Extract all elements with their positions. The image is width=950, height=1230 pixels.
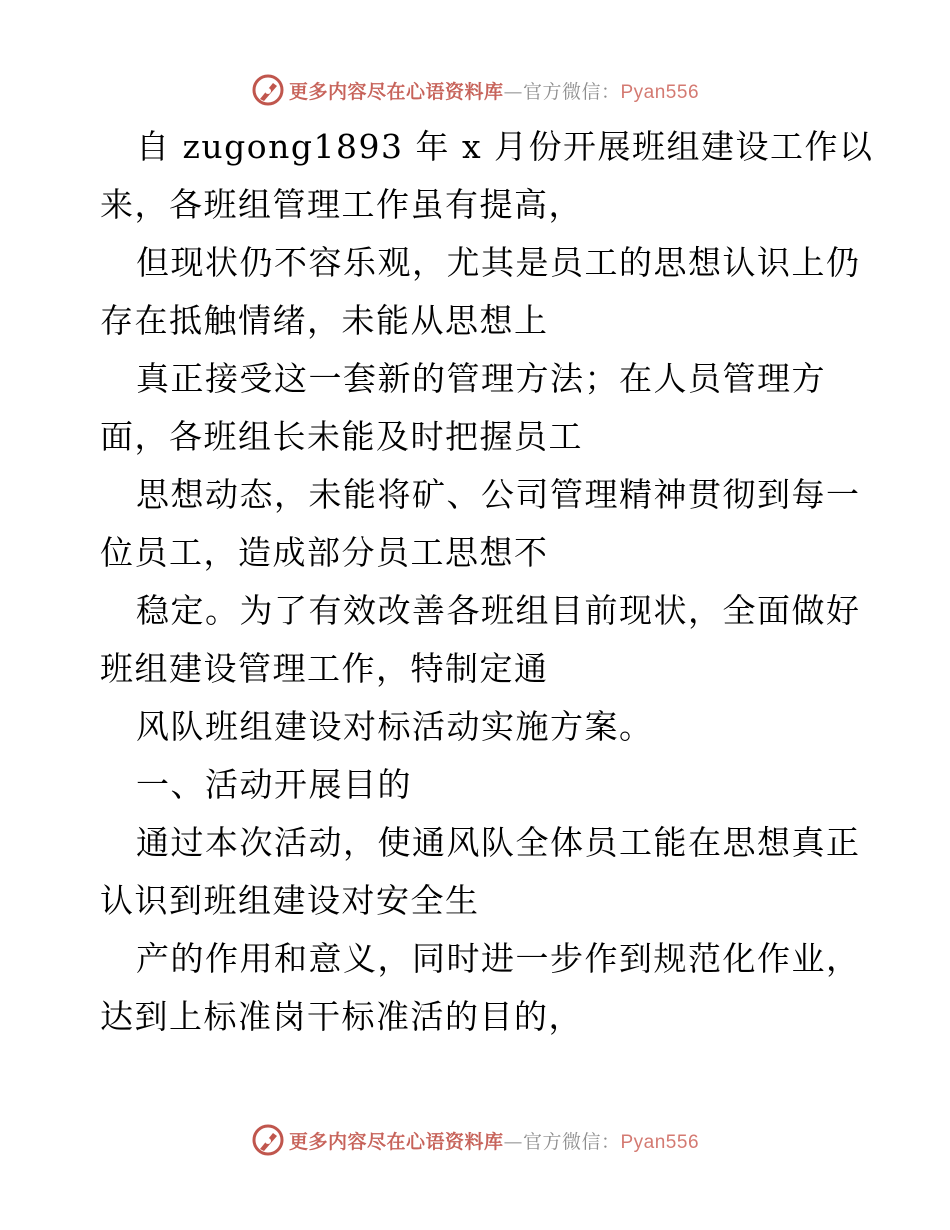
watermark-separator: — <box>503 80 523 103</box>
text-line: 位员工，造成部分员工思想不 <box>100 533 549 572</box>
watermark-text <box>289 77 699 104</box>
watermark-label: 官方微信： <box>522 80 621 103</box>
text-line: 存在抵触情绪，未能从思想上 <box>100 301 549 340</box>
text-line: 一、活动开展目的 <box>136 765 412 804</box>
watermark-account: Pyan556 <box>620 1131 700 1153</box>
text-line: 认识到班组建设对安全生 <box>100 881 480 920</box>
watermark-text <box>289 1127 699 1154</box>
text-line: 达到上标准岗干标准活的目的， <box>100 997 583 1036</box>
pen-logo-icon <box>251 73 285 107</box>
watermark-brand: 更多内容尽在心语资料库 <box>288 1130 504 1153</box>
text-line: 通过本次活动，使通风队全体员工能在思想真正 <box>136 823 861 862</box>
text-line: 但现状仍不容乐观，尤其是员工的思想认识上仍 <box>136 243 861 282</box>
text-line: 自 zugong1893 年 x 月份开展班组建设工作以 <box>136 127 874 166</box>
watermark-label: 官方微信： <box>522 1130 621 1153</box>
text-line: 来，各班组管理工作虽有提高， <box>100 185 583 224</box>
text-line: 面，各班组长未能及时把握员工 <box>100 417 583 456</box>
text-line: 真正接受这一套新的管理方法；在人员管理方 <box>136 359 826 398</box>
text-line: 思想动态，未能将矿、公司管理精神贯彻到每一 <box>136 475 861 514</box>
watermark-separator: — <box>503 1130 523 1153</box>
watermark-account: Pyan556 <box>620 81 700 103</box>
footer-watermark <box>0 1120 950 1160</box>
text-line: 班组建设管理工作，特制定通 <box>100 649 549 688</box>
watermark-brand: 更多内容尽在心语资料库 <box>288 80 504 103</box>
pen-logo-icon <box>251 1123 285 1157</box>
text-line: 稳定。为了有效改善各班组目前现状，全面做好 <box>136 591 861 630</box>
text-line: 产的作用和意义，同时进一步作到规范化作业， <box>136 939 861 978</box>
document-body <box>100 118 874 1046</box>
text-line: 风队班组建设对标活动实施方案。 <box>136 707 654 746</box>
header-watermark <box>0 70 950 110</box>
